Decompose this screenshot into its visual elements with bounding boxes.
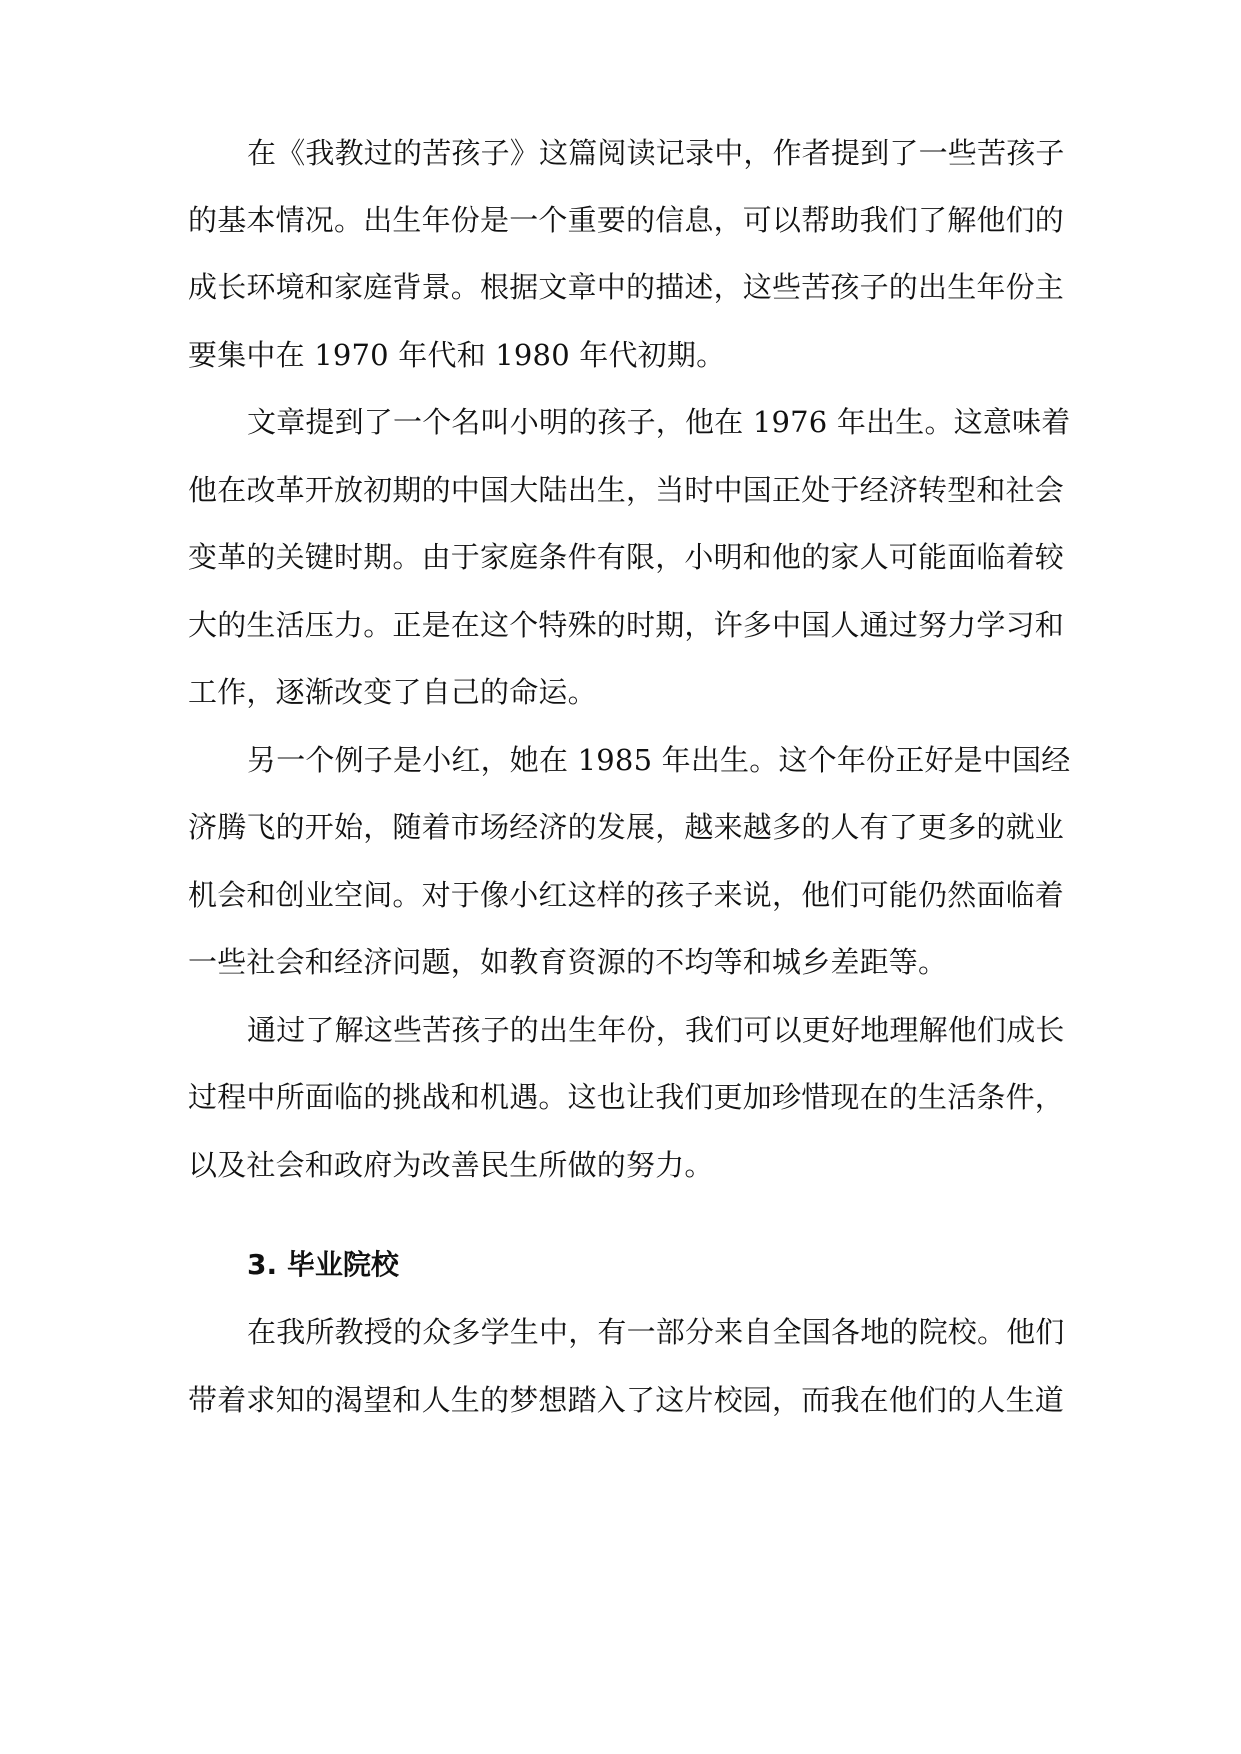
text-line: 机会和创业空间。对于像小红这样的孩子来说，他们可能仍然面临着 xyxy=(188,878,1065,912)
text-line: 一些社会和经济问题，如教育资源的不均等和城乡差距等。 xyxy=(188,945,948,979)
text-line: 变革的关键时期。由于家庭条件有限，小明和他的家人可能面临着较 xyxy=(188,540,1065,574)
text-line: 在《我教过的苦孩子》这篇阅读记录中，作者提到了一些苦孩子 xyxy=(247,136,1065,170)
text-line: 过程中所面临的挑战和机遇。这也让我们更加珍惜现在的生活条件， xyxy=(188,1080,1065,1114)
text-line: 以及社会和政府为改善民生所做的努力。 xyxy=(188,1148,714,1182)
text-line: 他在改革开放初期的中国大陆出生，当时中国正处于经济转型和社会 xyxy=(188,473,1065,507)
text-line: 带着求知的渴望和人生的梦想踏入了这片校园，而我在他们的人生道 xyxy=(188,1383,1065,1417)
text-line: 成长环境和家庭背景。根据文章中的描述，这些苦孩子的出生年份主 xyxy=(188,270,1065,304)
text-line: 工作，逐渐改变了自己的命运。 xyxy=(188,675,597,709)
text-line: 要集中在 1970 年代和 1980 年代初期。 xyxy=(188,338,726,372)
section-heading: 3. 毕业院校 xyxy=(247,1248,399,1281)
text-line: 在我所教授的众多学生中，有一部分来自全国各地的院校。他们 xyxy=(247,1315,1065,1349)
text-line: 济腾飞的开始，随着市场经济的发展，越来越多的人有了更多的就业 xyxy=(188,810,1065,844)
text-line: 的基本情况。出生年份是一个重要的信息，可以帮助我们了解他们的 xyxy=(188,203,1065,237)
text-line: 文章提到了一个名叫小明的孩子，他在 1976 年出生。这意味着 xyxy=(247,405,1071,439)
text-line: 另一个例子是小红，她在 1985 年出生。这个年份正好是中国经 xyxy=(247,743,1071,777)
text-line: 大的生活压力。正是在这个特殊的时期，许多中国人通过努力学习和 xyxy=(188,608,1065,642)
text-line: 通过了解这些苦孩子的出生年份，我们可以更好地理解他们成长 xyxy=(247,1013,1065,1047)
